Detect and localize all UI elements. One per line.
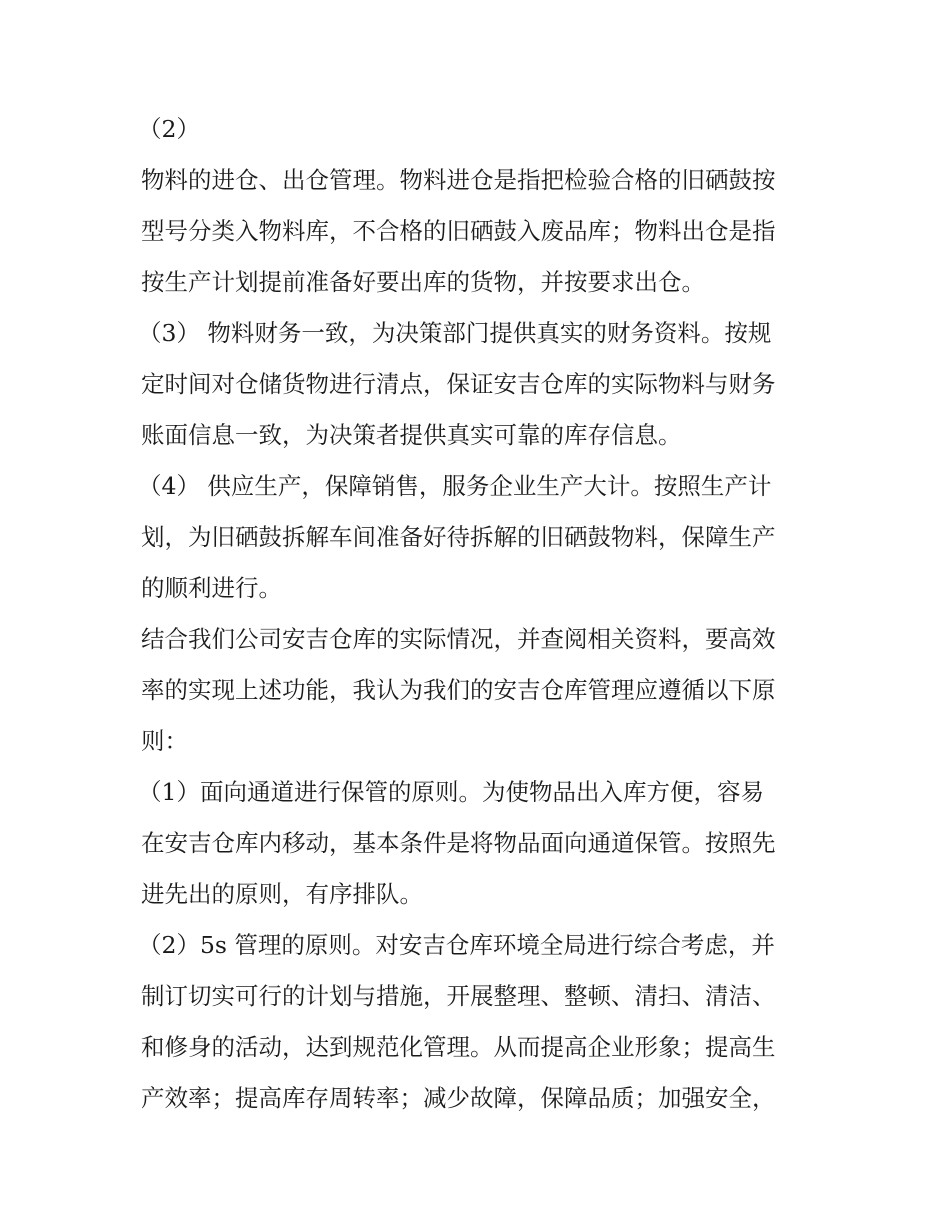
text-line: 率的实现上述功能，我认为我们的安吉仓库管理应遵循以下原	[141, 676, 776, 704]
text-line: （4） 供应生产，保障销售，服务企业生产大计。按照生产计	[138, 472, 772, 500]
text-line: 账面信息一致，为决策者提供真实可靠的库存信息。	[141, 421, 682, 449]
text-line: 物料的进仓、出仓管理。物料进仓是指把检验合格的旧硒鼓按	[141, 166, 776, 194]
text-line: 定时间对仓储货物进行清点，保证安吉仓库的实际物料与财务	[141, 370, 776, 398]
text-line: （3） 物料财务一致，为决策部门提供真实的财务资料。按规	[138, 319, 772, 347]
text-line: 在安吉仓库内移动，基本条件是将物品面向通道保管。按照先	[141, 829, 776, 857]
text-line: （2）5s 管理的原则。对安吉仓库环境全局进行综合考虑，并	[138, 931, 775, 959]
text-line: 按生产计划提前准备好要出库的货物，并按要求出仓。	[141, 268, 705, 296]
text-line: 划，为旧硒鼓拆解车间准备好待拆解的旧硒鼓物料，保障生产	[141, 523, 776, 551]
text-line: 的顺利进行。	[141, 574, 282, 602]
text-line: 型号分类入物料库，不合格的旧硒鼓入废品库；物料出仓是指	[141, 217, 776, 245]
text-line: 则：	[141, 727, 188, 755]
text-line: 进先出的原则，有序排队。	[141, 880, 423, 908]
text-line: （1）面向通道进行保管的原则。为使物品出入库方便，容易	[138, 778, 764, 806]
text-line: 和修身的活动，达到规范化管理。从而提高企业形象；提高生	[141, 1033, 776, 1061]
text-line: 结合我们公司安吉仓库的实际情况，并查阅相关资料，要高效	[141, 625, 776, 653]
text-line: 制订切实可行的计划与措施，开展整理、整顿、清扫、清洁、	[141, 982, 776, 1010]
text-line: 产效率；提高库存周转率；减少故障，保障品质；加强安全，	[141, 1084, 776, 1112]
text-line: （2）	[138, 115, 200, 143]
